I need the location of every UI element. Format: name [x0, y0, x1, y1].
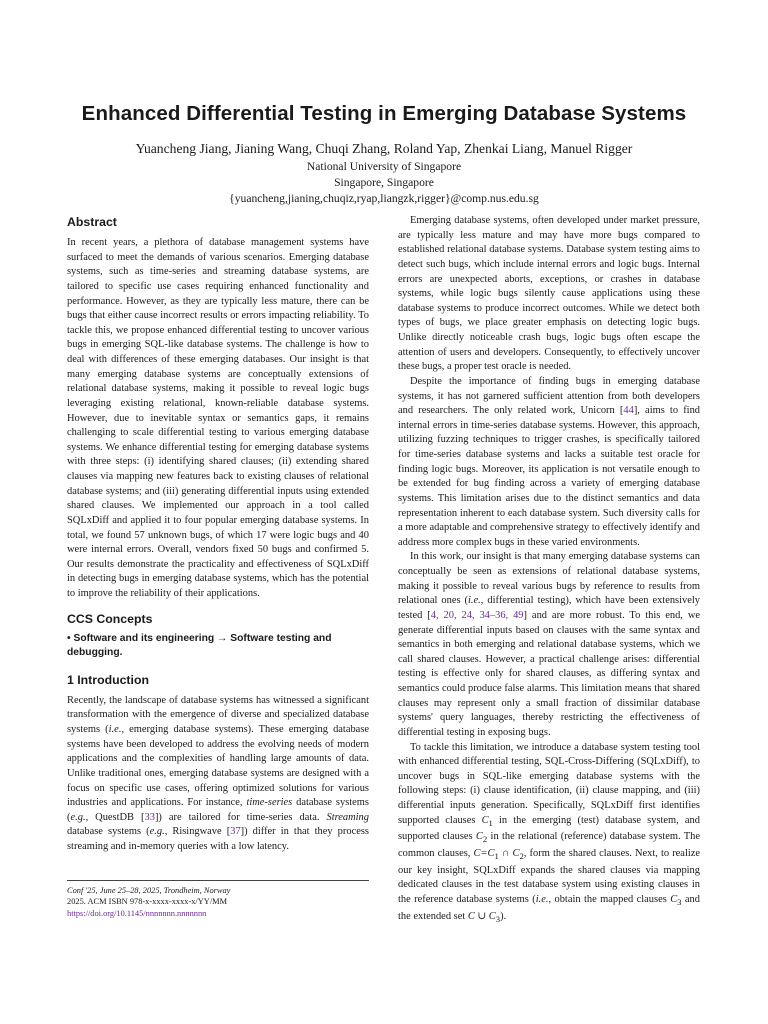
right-paragraph-1: Emerging database systems, often developed under market pressure, are typically less mature and may have more bugs compared to established relational database systems. Database system testing aims to detect such bugs, which include internal errors and logic bugs. Internal errors are unexpected aborts, exceptions, or crashes in database systems, while logic bugs silently cause applications using these database systems to produce incorrect outcomes. While we detect both types of bugs, we place greater emphasis on detecting logic bugs. Unlike directly noticeable crash bugs, logic bugs often escape the attention of users and developers. Consequently, to effectively uncover these bugs, a proper test oracle is needed.	[398, 215, 700, 373]
location: Singapore, Singapore	[334, 176, 434, 189]
citation-links[interactable]: 4, 20, 24, 34–36, 49	[430, 609, 524, 621]
introduction-heading: 1 Introduction	[67, 672, 149, 687]
affiliation: National University of Singapore	[306, 160, 462, 173]
footer-venue: Conf '25, June 25–28, 2025, Trondheim, Norway	[67, 886, 231, 895]
right-paragraph-2: Despite the importance of finding bugs in emerging database systems, it has not garnered sufficient attention from both developers and researchers. The only related work, Unicorn [44], aims to find internal errors in time-series database systems. However, this approach, utilizing fuzzing techniques to trigger crashes, is specifically tailored for time-series database systems and lacks a suitable test oracle for finding logic bugs. Moreover, its application is not versatile enough to be extended for bug finding across a variety of emerging database systems. This limitation arises due to the distinct semantics and data representation inherent to each database system. Such diversity calls for a more adaptable and comprehensive strategy to effectively identify and address more complex bugs in these varied environments.	[398, 375, 701, 548]
paper-title: Enhanced Differential Testing in Emerging Database Systems	[81, 102, 687, 125]
footer-doi-link[interactable]: https://doi.org/10.1145/nnnnnnn.nnnnnnn	[67, 908, 207, 918]
abstract-text: In recent years, a plethora of database management systems have surfaced to meet the demands of various scenarios. Emerging database systems, such as time-series and streaming database systems, are tailored to specific use cases requiring enhanced functionality and performance. However, as they are typically less mature, there can be bugs that either cause incorrect results or errors impacting reliability. To tackle this, we propose enhanced differential testing to uncover various bugs in emerging SQL-like database systems. The challenge is how to deal with differences of these emerging databases. Our insight is that many emerging database systems are conceptually extensions of relational database systems, making it possible to reveal logic bugs leveraging existing relational, known-reliable database systems. However, due to inevitable syntax or semantics gaps, it remains challenging to scale differential testing to various emerging database systems. We enhance differential testing for emerging database systems with three steps: (i) identifying shared clauses; (ii) extending shared clauses via mapping new features back to existing clauses of relational database systems; and (iii) generating differential inputs using extended shared clauses. We implemented our approach in a tool called SQLxDiff and applied it to four popular emerging database systems. In total, we found 57 unknown bugs, of which 17 were logic bugs and 40 were internal errors. Overall, vendors fixed 50 bugs and confirmed 5. Our results demonstrate the practicality and effectiveness of SQLxDiff in detecting bugs in emerging database systems, which has the potential to improve the reliability of their applications.	[67, 237, 369, 599]
intro-paragraph: Recently, the landscape of database systems has witnessed a significant transformation with the emergence of diverse and specialized database systems (i.e., emerging database systems). These emerging database systems have been developed to address the evolving needs of modern applications and the complexities of handling large amounts of data. Unlike traditional ones, emerging database systems are designed with a focus on specific use cases, offering optimized solutions for various industries and applications. For instance, time-series database systems (e.g., QuestDB [33]) are tailored for time-series data. Streaming database systems (e.g., Risingwave [37]) differ in that they process streaming and in-memory queries with a low latency.	[67, 694, 370, 853]
citation-link[interactable]: 33	[144, 811, 155, 823]
page-footer	[67, 880, 369, 919]
right-paragraph-3: In this work, our insight is that many emerging database systems can conceptually be seen as extensions of relational database systems, making it possible to reveal various bugs by reference to results from relational ones (i.e., differential testing), which have been extensively tested [4, 20, 24, 34–36, 49] and are more robust. To this end, we generate differential inputs based on clauses with the same syntax and semantics in both emerging and relational database systems, which we call shared clauses. However, a practical challenge arises: differential testing is effective only for shared clauses, as differing syntax and semantics could produce false alarms. This limitation means that shared clauses may represent only a small fraction of dissimilar database systems' query languages, thereby restricting the effectiveness of differential testing in exposing bugs.	[398, 551, 700, 738]
footer-isbn: 2025. ACM ISBN 978-x-xxxx-xxxx-x/YY/MM	[67, 897, 228, 907]
ccs-concepts: • Software and its engineering → Software testing and debugging.	[67, 632, 332, 659]
abstract-heading: Abstract	[67, 215, 117, 229]
ccs-heading: CCS Concepts	[67, 611, 153, 626]
author-email: {yuancheng,jianing,chuqiz,ryap,liangzk,rigger}@comp.nus.edu.sg	[229, 192, 539, 205]
right-paragraph-4: To tackle this limitation, we introduce a database system testing tool with enhanced differential testing, SQL-Cross-Differing (SQLxDiff), to uncover bugs in SQL-like emerging database systems with the following steps: (i) clause identification, (ii) clause mapping, and (iii) differential inputs generation. Specifically, SQLxDiff first identifies supported clauses $C_1$ in the emerging (test) database system, and supported clauses $C_2$ in the relational (reference) database system. The common clauses, $C=C_1$ ∩ $C_2$, form the shared clauses. Next, to realize our key insight, SQLxDiff expands the shared clauses via mapping dedicated clauses in the test database system using existing clauses in the reference database systems (i.e., obtain the mapped clauses $C_3$ and the extended set C ∪ $C_3$).	[398, 741, 701, 924]
author-list: Yuancheng Jiang, Jianing Wang, Chuqi Zhang, Roland Yap, Zhenkai Liang, Manuel Rigger	[135, 141, 633, 156]
right-column	[398, 214, 700, 926]
citation-link[interactable]: 44	[623, 405, 634, 417]
left-column	[67, 214, 369, 855]
citation-link[interactable]: 37	[230, 826, 241, 838]
